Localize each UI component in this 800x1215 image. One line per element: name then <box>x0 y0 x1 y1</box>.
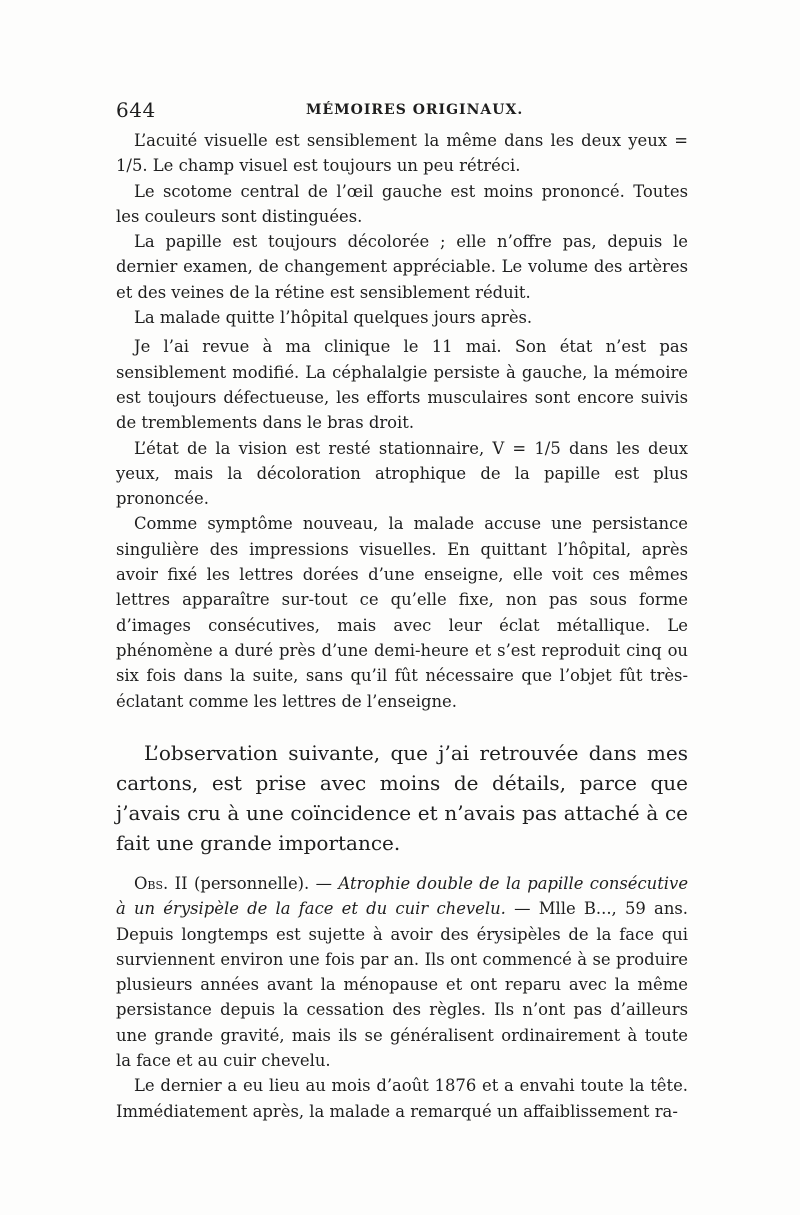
observation-label: Obs. II <box>134 874 188 893</box>
page-number: 644 <box>116 98 156 122</box>
paragraph-follow-up: Je l’ai revue à ma clinique le 11 mai. Son état n’est pas sensiblement modifié. La céphalalgie persiste à gauche, la mémoire est toujours défectueuse, les efforts musculaires sont encore suivis de tremblements dans le bras droit. <box>116 337 688 433</box>
paragraph-last-erysipelas: Le dernier a eu lieu au mois d’août 1876 et a envahi toute la tête. Immédiatement après, la malade a remarqué un affaiblissement ra- <box>116 1076 688 1121</box>
observation-heading-paragraph <box>116 871 688 1073</box>
case-continuation-text <box>116 128 688 714</box>
paragraph-papilla: La papille est toujours décolorée ; elle n’offre pas, depuis le dernier examen, de changement appréciable. Le volume des artères et des veines de la rétine est sensiblement réduit. <box>116 232 688 302</box>
paragraph-visual-acuity: L’acuité visuelle est sensiblement la même dans les deux yeux = 1/5. Le champ visuel est toujours un peu rétréci. <box>116 131 688 176</box>
observation-description: — Mlle B..., 59 ans. Depuis longtemps est sujette à avoir des érysipèles de la face qui surviennent environ une fois par an. Ils ont commencé à se produire plusieurs années avant la ménopause et ont reparu avec la même persistance depuis la cessation des règles. Ils n’ont pas d’ailleurs une grande gravité, mais ils se généralisent ordinairement à toute la face et au cuir chevelu. <box>116 899 688 1071</box>
paragraph-following-observation: L’observation suivante, que j’ai retrouvée dans mes cartons, est prise avec moins de détails, parce que j’avais cru à une coïncidence et n’avais pas attaché à ce fait une grande importance. <box>116 741 688 855</box>
page-header <box>116 98 686 122</box>
observation-two <box>116 871 688 1124</box>
paragraph-new-symptom: Comme symptôme nouveau, la malade accuse une persistance singulière des impressions visuelles. En quittant l’hôpital, après avoir fixé les lettres dorées d’une enseigne, elle voit ces mêmes lettres apparaître sur-tout ce qu’elle fixe, non pas sous forme d’images consécutives, mais avec leur éclat métallique. Le phénomène a duré près d’une demi-heure et s’est reproduit cinq ou six fois dans la suite, sans qu’il fût nécessaire que l’objet fût très-éclatant comme les lettres de l’enseigne. <box>116 514 688 711</box>
observation-label-suffix: (personnelle). — <box>187 874 339 893</box>
paragraph-scotoma: Le scotome central de l’œil gauche est moins prononcé. Toutes les couleurs sont distinguées. <box>116 181 688 226</box>
paragraph-vision-state: L’état de la vision est resté stationnaire, V = 1/5 dans les deux yeux, mais la décoloration atrophique de la papille est plus prononcée. <box>116 438 688 509</box>
running-head: MÉMOIRES ORIGINAUX. <box>306 102 524 118</box>
paragraph-discharge: La malade quitte l’hôpital quelques jours après. <box>134 308 533 328</box>
observation-title: Atrophie double de la papille consécutive à un érysipèle de la face et du cuir chevelu. <box>116 874 689 919</box>
author-commentary <box>116 738 688 858</box>
